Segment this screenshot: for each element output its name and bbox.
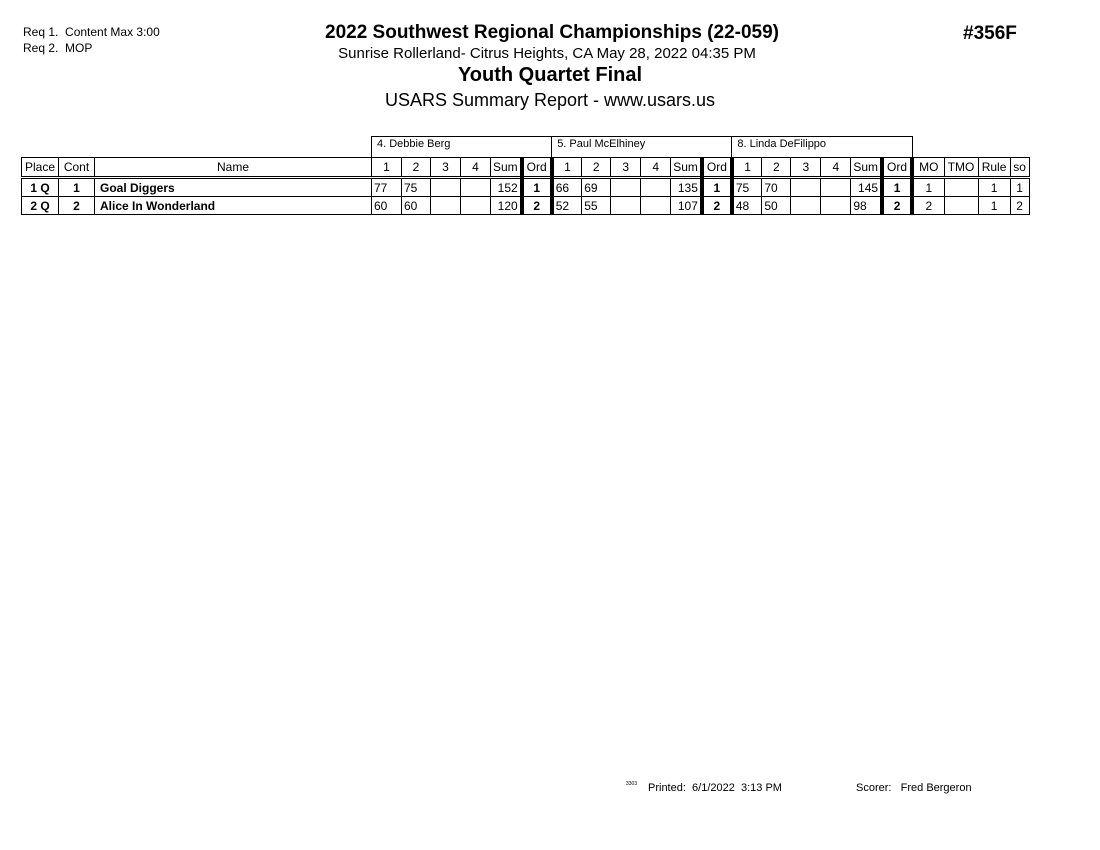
col-j3-ord: Ord bbox=[882, 158, 912, 178]
event-name: Youth Quartet Final bbox=[457, 64, 643, 86]
col-j1-4: 4 bbox=[461, 158, 491, 178]
score-cell: 75 bbox=[402, 178, 431, 197]
col-j2-2: 2 bbox=[582, 158, 611, 178]
score-cell bbox=[611, 178, 641, 197]
place-cell: 2 Q bbox=[22, 197, 59, 215]
table-row bbox=[22, 178, 1030, 197]
score-cell: 69 bbox=[582, 178, 611, 197]
mo-cell: 1 bbox=[912, 178, 944, 197]
score-cell bbox=[791, 197, 821, 215]
ord-cell: 1 bbox=[522, 178, 552, 197]
requirement-label: Req 2. bbox=[23, 41, 59, 55]
col-j1-1: 1 bbox=[372, 158, 402, 178]
score-cell bbox=[791, 178, 821, 197]
scorer-info bbox=[856, 782, 972, 794]
score-cell bbox=[611, 197, 641, 215]
col-j3-2: 2 bbox=[762, 158, 791, 178]
score-cell bbox=[431, 197, 461, 215]
table-row bbox=[22, 197, 1030, 215]
event-number: #356F bbox=[963, 23, 1017, 44]
judge-header: 4. Debbie Berg bbox=[372, 137, 552, 158]
judge-header: 8. Linda DeFilippo bbox=[732, 137, 912, 158]
cont-cell: 2 bbox=[59, 197, 95, 215]
sum-cell: 152 bbox=[491, 178, 522, 197]
col-j3-3: 3 bbox=[791, 158, 821, 178]
printed-label: Printed: bbox=[648, 782, 686, 794]
col-mo: MO bbox=[912, 158, 944, 178]
tmo-cell bbox=[944, 197, 978, 215]
ord-cell: 2 bbox=[882, 197, 912, 215]
sum-cell: 135 bbox=[671, 178, 702, 197]
name-cell: Goal Diggers bbox=[95, 178, 372, 197]
venue-line: Sunrise Rollerland- Citrus Heights, CA May 28, 2022 04:35 PM bbox=[338, 45, 756, 62]
requirement-label: Req 1. bbox=[23, 25, 59, 39]
tmo-cell bbox=[944, 178, 978, 197]
col-j1-sum: Sum bbox=[491, 158, 522, 178]
col-so: so bbox=[1010, 158, 1029, 178]
score-cell: 50 bbox=[762, 197, 791, 215]
col-j2-ord: Ord bbox=[702, 158, 732, 178]
requirement-text: Content Max 3:00 bbox=[65, 25, 160, 39]
score-cell bbox=[821, 178, 851, 197]
cont-cell: 1 bbox=[59, 178, 95, 197]
col-j1-ord: Ord bbox=[522, 158, 552, 178]
col-tmo: TMO bbox=[944, 158, 978, 178]
score-cell: 55 bbox=[582, 197, 611, 215]
rule-cell: 1 bbox=[978, 197, 1010, 215]
score-cell: 52 bbox=[552, 197, 582, 215]
sum-cell: 145 bbox=[851, 178, 882, 197]
col-j3-sum: Sum bbox=[851, 158, 882, 178]
column-header-row bbox=[22, 158, 1030, 178]
score-cell bbox=[821, 197, 851, 215]
score-cell: 75 bbox=[732, 178, 762, 197]
requirement-text: MOP bbox=[65, 41, 93, 55]
col-j2-3: 3 bbox=[611, 158, 641, 178]
score-cell bbox=[641, 178, 671, 197]
ord-cell: 2 bbox=[702, 197, 732, 215]
col-j2-sum: Sum bbox=[671, 158, 702, 178]
col-j2-1: 1 bbox=[552, 158, 582, 178]
so-cell: 1 bbox=[1010, 178, 1029, 197]
ord-cell: 1 bbox=[702, 178, 732, 197]
competition-title: 2022 Southwest Regional Championships (22-059) bbox=[325, 22, 779, 43]
ord-cell: 1 bbox=[882, 178, 912, 197]
mo-cell: 2 bbox=[912, 197, 944, 215]
score-cell bbox=[641, 197, 671, 215]
score-cell: 48 bbox=[732, 197, 762, 215]
col-j1-3: 3 bbox=[431, 158, 461, 178]
score-cell bbox=[461, 178, 491, 197]
col-rule: Rule bbox=[978, 158, 1010, 178]
col-name: Name bbox=[95, 158, 372, 178]
ord-cell: 2 bbox=[522, 197, 552, 215]
results-table bbox=[21, 136, 1030, 215]
col-j1-2: 2 bbox=[402, 158, 431, 178]
printed-info bbox=[648, 782, 782, 794]
score-cell bbox=[461, 197, 491, 215]
printed-value: 6/1/2022 3:13 PM bbox=[692, 782, 782, 794]
place-cell: 1 Q bbox=[22, 178, 59, 197]
col-place: Place bbox=[22, 158, 59, 178]
col-j3-1: 1 bbox=[732, 158, 762, 178]
scorer-label: Scorer: bbox=[856, 782, 892, 794]
col-j2-4: 4 bbox=[641, 158, 671, 178]
scorer-value: Fred Bergeron bbox=[900, 782, 972, 794]
sum-cell: 98 bbox=[851, 197, 882, 215]
col-cont: Cont bbox=[59, 158, 95, 178]
score-cell: 77 bbox=[372, 178, 402, 197]
report-name: USARS Summary Report - www.usars.us bbox=[384, 90, 716, 110]
version-mark: 3303 bbox=[626, 781, 638, 787]
judge-header: 5. Paul McElhiney bbox=[552, 137, 732, 158]
sum-cell: 120 bbox=[491, 197, 522, 215]
score-cell: 70 bbox=[762, 178, 791, 197]
rule-cell: 1 bbox=[978, 178, 1010, 197]
judges-header-row bbox=[22, 137, 1030, 158]
name-cell: Alice In Wonderland bbox=[95, 197, 372, 215]
col-j3-4: 4 bbox=[821, 158, 851, 178]
score-cell bbox=[431, 178, 461, 197]
sum-cell: 107 bbox=[671, 197, 702, 215]
score-cell: 66 bbox=[552, 178, 582, 197]
score-cell: 60 bbox=[372, 197, 402, 215]
score-cell: 60 bbox=[402, 197, 431, 215]
so-cell: 2 bbox=[1010, 197, 1029, 215]
